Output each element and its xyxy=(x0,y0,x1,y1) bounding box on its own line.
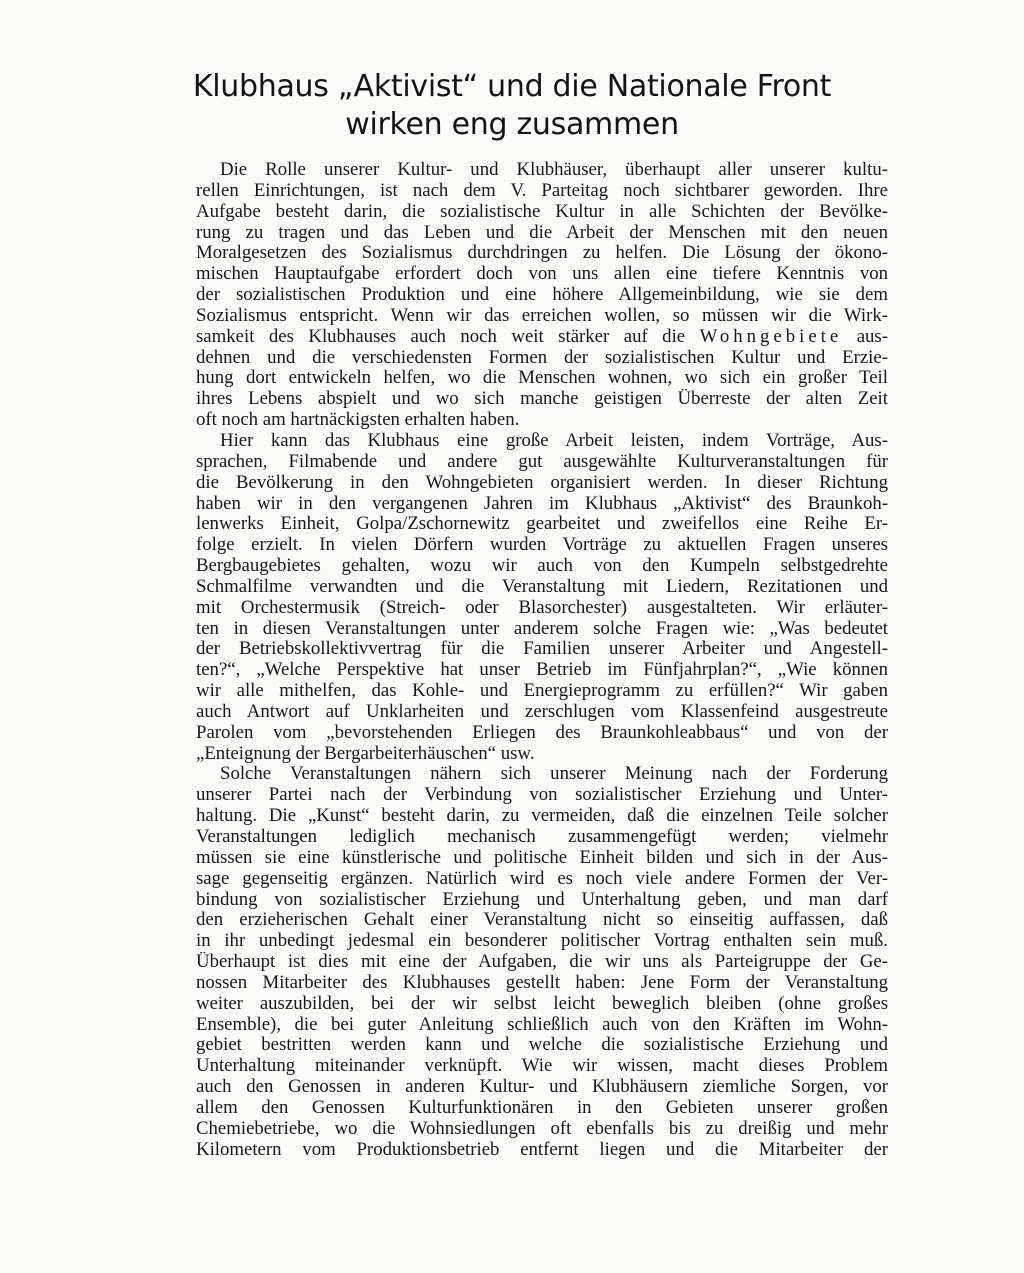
paragraph xyxy=(196,431,888,765)
text-line: unserer Partei nach der Verbindung von sozialistischer Erziehung und Unter- xyxy=(196,785,888,806)
text-run: samkeit des Klubhauses auch noch weit stärker auf die xyxy=(196,326,700,347)
text-line: der Betriebskollektivvertrag für die Familien unserer Arbeiter und Angestell- xyxy=(196,639,888,660)
text-line: mit Orchestermusik (Streich- oder Blasorchester) ausgestalteten. Wir erläuter- xyxy=(196,597,888,618)
paragraph xyxy=(196,764,888,1160)
text-line: Aufgabe besteht darin, die sozialistische Kultur in alle Schichten der Bevölke- xyxy=(196,201,888,222)
text-line: weiter auszubilden, bei der wir selbst leicht beweglich bleiben (ohne großes xyxy=(196,993,888,1014)
text-line xyxy=(196,327,888,348)
text-line: oft noch am hartnäckigsten erhalten haben. xyxy=(196,410,520,431)
text-run: aus- xyxy=(842,326,888,347)
text-line: müssen sie eine künstlerische und politische Einheit bilden und sich in der Aus- xyxy=(196,847,888,868)
text-line: allem den Genossen Kulturfunktionären in den Gebieten unserer großen xyxy=(196,1097,888,1118)
text-line: rung zu tragen und das Leben und die Arbeit der Menschen mit den neuen xyxy=(196,222,888,243)
text-line: Chemiebetriebe, wo die Wohnsiedlungen oft ebenfalls bis zu dreißig und mehr xyxy=(196,1118,888,1139)
text-line: sprachen, Filmabende und andere gut ausgewählte Kulturveranstaltungen für xyxy=(196,451,888,472)
text-line: nossen Mitarbeiter des Klubhauses gestellt haben: Jene Form der Veranstaltung xyxy=(196,972,888,993)
text-line: bindung von sozialistischer Erziehung und Unterhaltung geben, und man darf xyxy=(196,889,888,910)
text-line: auch den Genossen in anderen Kultur- und Klubhäusern ziemliche Sorgen, vor xyxy=(196,1077,888,1098)
text-line: Moralgesetzen des Sozialismus durchdringen zu helfen. Die Lösung der ökono- xyxy=(196,243,888,264)
text-line: haben wir in den vergangenen Jahren im Klubhaus „Aktivist“ des Braunkoh- xyxy=(196,493,888,514)
text-line: lenwerks Einheit, Golpa/Zschornewitz gearbeitet und zweifellos eine Reihe Er- xyxy=(196,514,888,535)
title-line: wirken eng zusammen xyxy=(345,107,679,142)
text-line: Solche Veranstaltungen nähern sich unserer Meinung nach der Forderung xyxy=(220,764,888,785)
text-line: Parolen vom „bevorstehenden Erliegen des Braunkohleabbaus“ und von der xyxy=(196,722,888,743)
text-line: dehnen und die verschiedensten Formen der sozialistischen Kultur und Erzie- xyxy=(196,347,888,368)
article-title xyxy=(160,68,864,144)
text-line: ihres Lebens abspielt und wo sich manche geistigen Überreste der alten Zeit xyxy=(196,389,888,410)
text-line: Unterhaltung miteinander verknüpft. Wie wir wissen, macht dieses Problem xyxy=(196,1056,888,1077)
text-line: Überhaupt ist dies mit eine der Aufgaben, die wir uns als Parteigruppe der Ge- xyxy=(196,952,888,973)
text-line: ten in diesen Veranstaltungen unter anderem solche Fragen wie: „Was bedeutet xyxy=(196,618,888,639)
article-body xyxy=(196,160,888,1161)
text-line: die Bevölkerung in den Wohngebieten organisiert werden. In dieser Richtung xyxy=(196,472,888,493)
paragraph xyxy=(196,160,888,431)
text-line: rellen Einrichtungen, ist nach dem V. Parteitag noch sichtbarer geworden. Ihre xyxy=(196,180,888,201)
text-line: ten?“, „Welche Perspektive hat unser Betrieb im Fünfjahrplan?“, „Wie können xyxy=(196,660,888,681)
text-line: Die Rolle unserer Kultur- und Klubhäuser, überhaupt aller unserer kultu- xyxy=(220,160,888,180)
text-line: in ihr unbedingt jedesmal ein besonderer politischer Vortrag enthalten sein muß. xyxy=(196,931,888,952)
title-line: Klubhaus „Aktivist“ und die Nationale Front xyxy=(192,69,832,104)
text-line: Hier kann das Klubhaus eine große Arbeit leisten, indem Vorträge, Aus- xyxy=(220,430,888,451)
text-line: Kilometern vom Produktionsbetrieb entfernt liegen und die Mitarbeiter der xyxy=(196,1139,888,1160)
text-line: Bergbaugebietes gehalten, wozu wir auch von den Kumpeln selbstgedrehte xyxy=(196,556,888,577)
text-line: mischen Hauptaufgabe erfordert doch von uns allen eine tiefere Kenntnis von xyxy=(196,264,888,285)
text-line: haltung. Die „Kunst“ besteht darin, zu vermeiden, daß die einzelnen Teile solcher xyxy=(196,806,888,827)
text-line: „Enteignung der Bergarbeiterhäuschen“ usw. xyxy=(196,743,535,764)
text-line: Sozialismus entspricht. Wenn wir das erreichen wollen, so müssen wir die Wirk- xyxy=(196,305,888,326)
text-line: wir alle mithelfen, das Kohle- und Energieprogramm zu erfüllen?“ Wir gaben xyxy=(196,681,888,702)
text-line: Ensemble), die bei guter Anleitung schließlich auch von den Kräften im Wohn- xyxy=(196,1014,888,1035)
text-line: gebiet bestritten werden kann und welche die sozialistische Erziehung und xyxy=(196,1035,888,1056)
text-line: hung dort entwickeln helfen, wo die Menschen wohnen, wo sich ein großer Teil xyxy=(196,368,888,389)
text-line: der sozialistischen Produktion und eine höhere Allgemeinbildung, wie sie dem xyxy=(196,285,888,306)
text-line: sage gegenseitig ergänzen. Natürlich wird es noch viele andere Formen der Ver- xyxy=(196,868,888,889)
emphasized-word: Wohngebiete xyxy=(699,326,843,347)
text-line: folge erzielt. In vielen Dörfern wurden Vorträge zu aktuellen Fragen unseres xyxy=(196,535,888,556)
text-line: Veranstaltungen lediglich mechanisch zusammengefügt werden; vielmehr xyxy=(196,827,888,847)
text-line: Schmalfilme verwandten und die Veranstaltung mit Liedern, Rezitationen und xyxy=(196,576,888,597)
text-line: auch Antwort auf Unklarheiten und zerschlugen vom Klassenfeind ausgestreute xyxy=(196,701,888,722)
text-line: den erzieherischen Gehalt einer Veranstaltung nicht so einseitig auffassen, daß xyxy=(196,910,888,931)
